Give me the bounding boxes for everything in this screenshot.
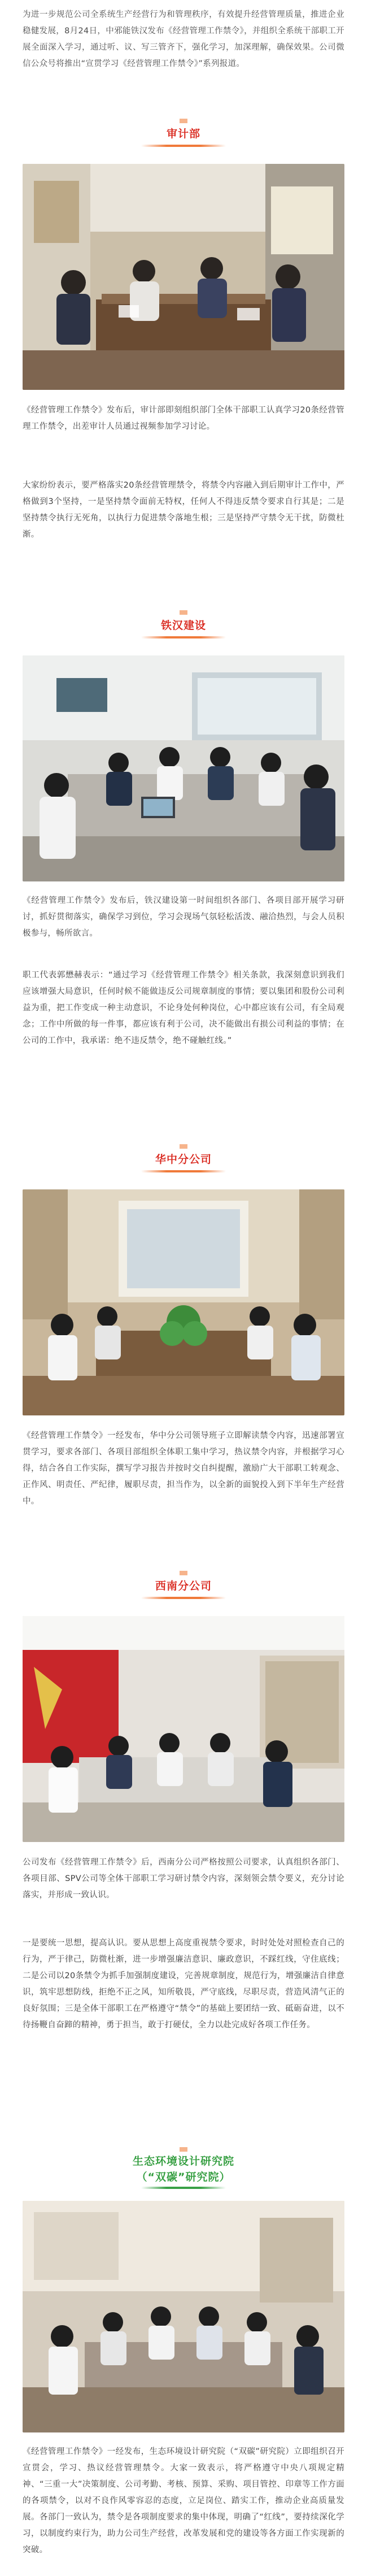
section-title: 华中分公司 xyxy=(155,1153,212,1166)
section-heading-audit xyxy=(0,119,367,153)
section-paragraph: 《经营管理工作禁令》发布后，审计部即刻组织部门全体干部职工认真学习20条经营管理工作禁令，出差审计人员通过视频参加学习讨论。 xyxy=(23,406,344,431)
section-heading-central-china xyxy=(0,1144,367,1178)
intro-paragraph: 为进一步规范公司全系统生产经营行为和管理秩序，有效提升经营管理质量，推进企业稳健发展，8月24日，中邪能铁汉发布《经营管理工作禁令》，并组织全系统干部职工开展全面深入学习，通过听、议、写三管齐下，强化学习，加深理解，确保效果。公司微信公众号将推出“宣贯学习《经营管理工作禁令》”系列报道。 xyxy=(23,10,344,68)
heading-underline xyxy=(141,1170,226,1172)
section-paragraph: 一是要统一思想，提高认识。要从思想上高度重视禁令要求，时时处处对照检查自己的行为，严于律己，防微杜渐，进一步增强廉洁意识、廉政意识，不踩红线，守住底线；二是公司以20条禁令为抓手加强制度建设，完善规章制度，规范行为，增强廉洁自律意识，筑牢思想防线，拒绝不正之风，知所敬畏，严守底线，尽职尽责，营造风清气正的良好氛围；三是全体干部职工在严格遵守“禁令”的基础上要团结一致、砥砺奋进，以不待扬鞭自奋蹄的精神，勇于担当，敢于打硬仗，全力以赴完成好各项工作任务。 xyxy=(23,1939,344,2030)
photo-tiehan-meeting xyxy=(23,655,344,881)
photo-southwest-meeting xyxy=(23,1616,344,1842)
section-title-line-1: 生态环境设计研究院 xyxy=(132,2155,234,2167)
heading-ornament-icon xyxy=(177,1144,190,1149)
heading-underline xyxy=(141,2187,226,2189)
photo-central-china-meeting xyxy=(23,1189,344,1415)
section-paragraph: 大家纷纷表示，要严格落实20条经营管理禁令，将禁令内容融入到后期审计工作中，严格做到3个坚持，一是坚持禁令面前无特权，任何人不得违反禁令要求自行其是；二是坚持禁令执行无死角，以执行力促进禁令落地生根；三是坚持严守禁令无干扰，防微杜渐。 xyxy=(23,481,344,539)
section-paragraph: 《经营管理工作禁令》发布后，铁汉建设第一时间组织各部门、各项目部开展学习研讨，抓好贯彻落实，确保学习到位，学习会现场气氛轻松活泼、融洽热烈，与会人员积极参与，畅所欲言。 xyxy=(23,896,344,938)
heading-ornament-icon xyxy=(177,1571,190,1575)
heading-ornament-icon xyxy=(177,2147,190,2152)
photo-eco-institute-meeting xyxy=(23,2201,344,2432)
section-heading-tiehan xyxy=(0,610,367,644)
section-title: 西南分公司 xyxy=(155,1580,212,1592)
heading-ornament-icon xyxy=(177,610,190,615)
section-title-line-2: （“双碳”研究院） xyxy=(136,2171,231,2183)
photo-audit-meeting xyxy=(23,164,344,390)
heading-underline xyxy=(141,145,226,147)
heading-underline xyxy=(141,636,226,638)
section-title: 铁汉建设 xyxy=(160,619,206,632)
section-paragraph: 职工代表郭懋赫表示：“通过学习《经营管理工作禁令》相关条款，我深刻意识到我们应该增强大局意识，任何时候不能做违反公司规章制度的事情；要以集团和股份公司利益为重，把工作变成一种主动意识，不论身处何种岗位，心中都应该有公司，有全局观念；工作中所做的每一件事，都应该有利于公司，决不能做出有损公司利益的事情；在公司的工作中，我承诺：绝不违反禁令，绝不碰触红线。” xyxy=(23,971,344,1045)
section-paragraph: 《经营管理工作禁令》一经发布，生态环境设计研究院（“双碳”研究院）立即组织召开宣贯会，学习、热议经营管理禁令。大家一致表示，将严格遵守中央八项规定精神、“三重一大”决策制度、公司考勤、考核、预算、采购、项目管控、印章等工作方面的各项禁令，以对不良作风零容忍的态度，立足岗位、踏实工作，推动企业高质量发展。各部门一致认为，禁令是各项制度要求的集中体现，明确了“红线”，要持续深化学习，以制度约束行为，助力公司生产经营，改革发展和党的建设等各方面工作实现新的突破。 xyxy=(23,2447,344,2555)
heading-underline xyxy=(141,1597,226,1599)
heading-ornament-icon xyxy=(177,119,190,123)
section-paragraph: 公司发布《经营管理工作禁令》后，西南分公司严格按照公司要求，认真组织各部门、各项目部、SPV公司等全体干部职工学习研讨禁令内容，深刻领会禁令要义，充分讨论落实，并形成一致认识。 xyxy=(23,1858,344,1900)
section-heading-southwest xyxy=(0,1571,367,1605)
section-heading-eco-institute xyxy=(0,2147,367,2192)
section-title: 审计部 xyxy=(166,128,200,140)
section-paragraph: 《经营管理工作禁令》一经发布，华中分公司领导班子立即解读禁令内容，迅速部署宣贯学习，要求各部门、各项目部组织全体职工集中学习，热议禁令内容，并根据学习心得，结合各自工作实际，撰写学习报告并按时交自纠提醒，激励广大干部职工转观念、正作风、明责任、严纪律，履职尽责，担当作为，以全新的面貌投入到下半年生产经营中。 xyxy=(23,1431,344,1506)
